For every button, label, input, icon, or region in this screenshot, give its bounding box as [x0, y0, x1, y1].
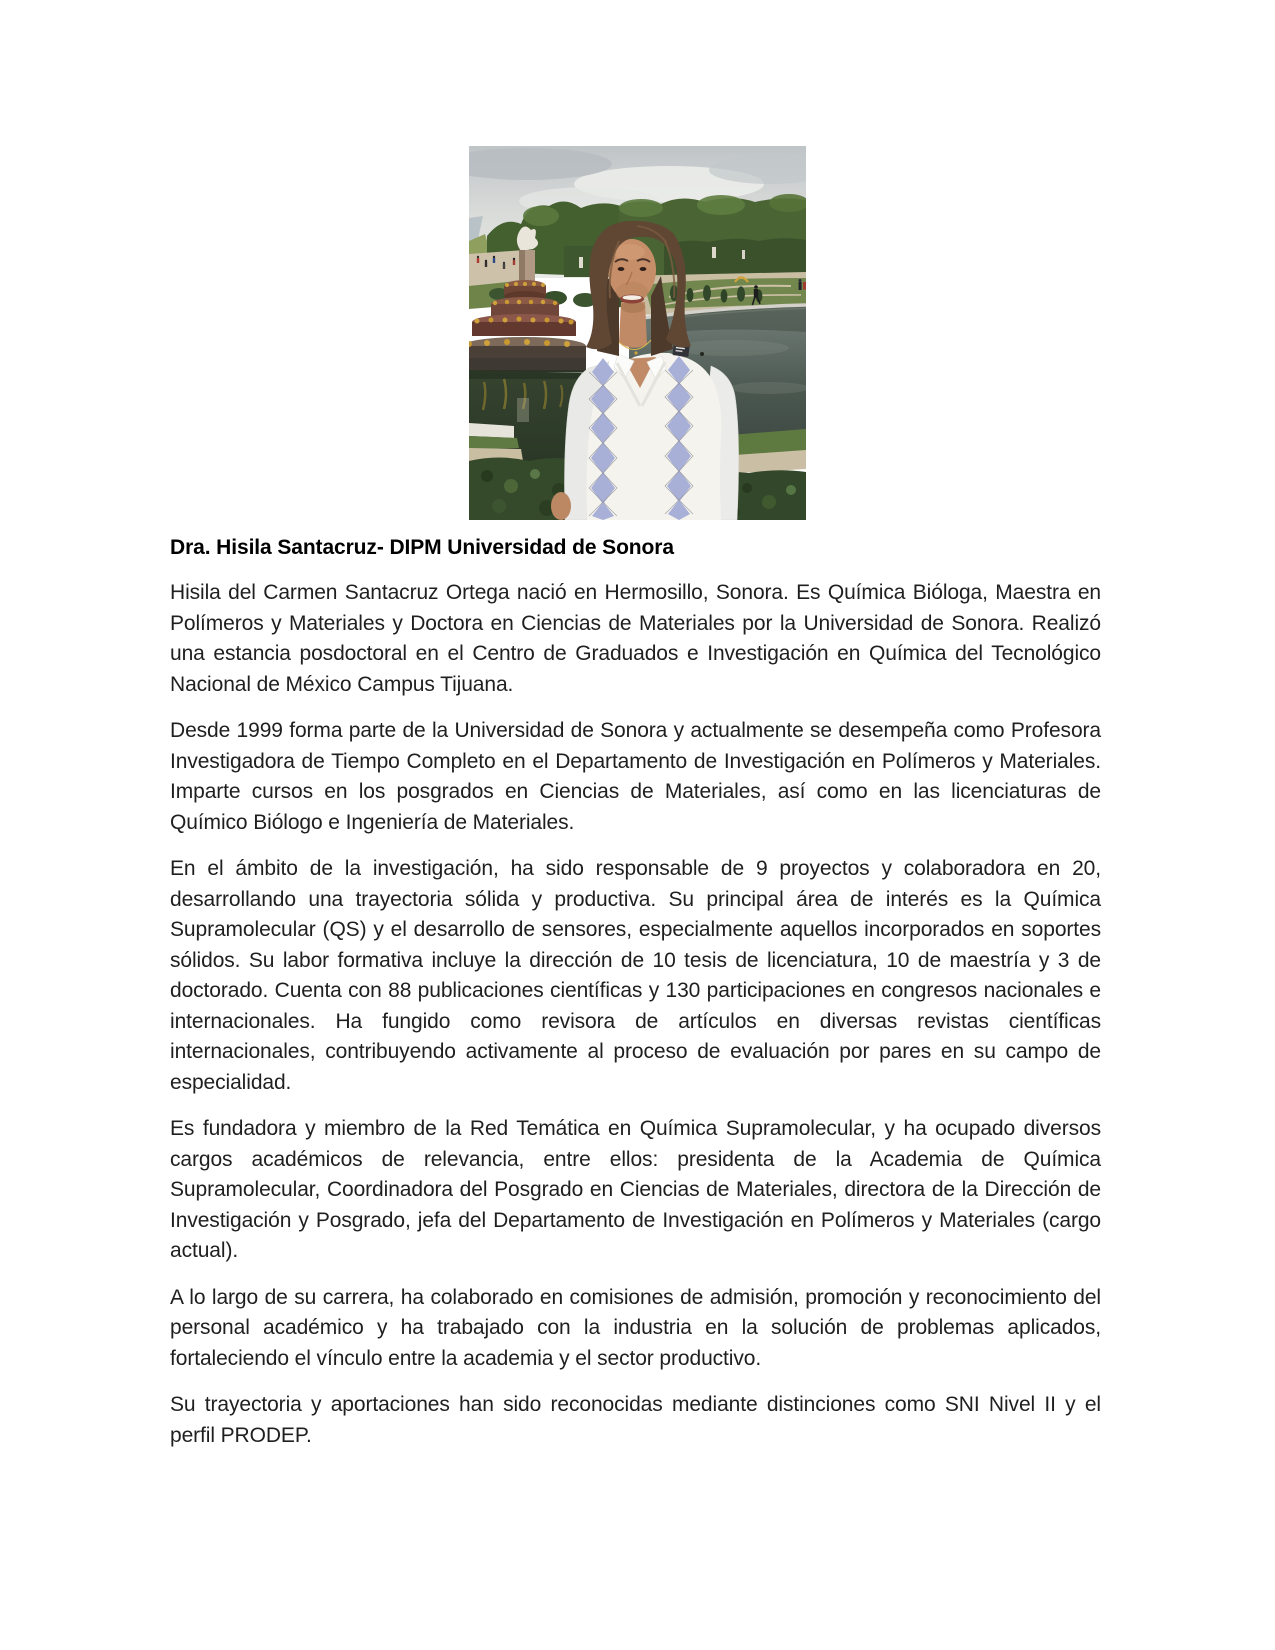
- paragraph-career-committees: A lo largo de su carrera, ha colaborado en comisiones de admisión, promoción y reconocimiento del personal académico y ha trabajado con la industria en la solución de problemas aplicados, fortaleciendo el vínculo entre la academia y el sector productivo.: [170, 1285, 1101, 1370]
- paragraph-distinctions: Su trayectoria y aportaciones han sido reconocidas mediante distinciones como SNI Nivel II y el perfil PRODEP.: [170, 1393, 1101, 1447]
- paragraph-bio-origin: Hisila del Carmen Santacruz Ortega nació en Hermosillo, Sonora. Es Química Bióloga, Maestra en Polímeros y Materiales y Doctora en Ciencias de Materiales por la Universidad de Sonora. Realizó una estancia posdoctoral en el Centro de Graduados e Investigación en Química del Tecnológico Nacional de México Campus Tijuana.: [170, 581, 1101, 696]
- paragraph-research: En el ámbito de la investigación, ha sido responsable de 9 proyectos y colaboradora en 20, desarrollando una trayectoria sólida y productiva. Su principal área de interés es la Química Supramolecular (QS) y el desarrollo de sensores, especialmente aquellos incorporados en soportes sólidos. Su labor formativa incluye la dirección de 10 tesis de licenciatura, 10 de maestría y 3 de doctorado. Cuenta con 88 publicaciones científicas y 130 participaciones en congresos nacionales e internacionales. Ha fungido como revisora de artículos en diversas revistas científicas internacionales, contribuyendo activamente al proceso de evaluación por pares en su campo de especialidad.: [170, 857, 1101, 1094]
- versailles-garden-portrait-illustration: [469, 146, 806, 520]
- paragraph-unison-role: Desde 1999 forma parte de la Universidad de Sonora y actualmente se desempeña como Profesora Investigadora de Tiempo Completo en el Departamento de Investigación en Polímeros y Materiales. Imparte cursos en los posgrados en Ciencias de Materiales, así como en las licenciaturas de Químico Biólogo e Ingeniería de Materiales.: [170, 719, 1101, 834]
- page-title: Dra. Hisila Santacruz- DIPM Universidad de Sonora: [170, 536, 674, 559]
- document-body: [170, 533, 1101, 1467]
- profile-photo: [469, 146, 806, 520]
- paragraph-positions: Es fundadora y miembro de la Red Temática en Química Supramolecular, y ha ocupado diversos cargos académicos de relevancia, entre ellos: presidenta de la Academia de Química Supramolecular, Coordinadora del Posgrado en Ciencias de Materiales, directora de la Dirección de Investigación y Posgrado, jefa del Departamento de Investigación en Polímeros y Materiales (cargo actual).: [170, 1117, 1101, 1262]
